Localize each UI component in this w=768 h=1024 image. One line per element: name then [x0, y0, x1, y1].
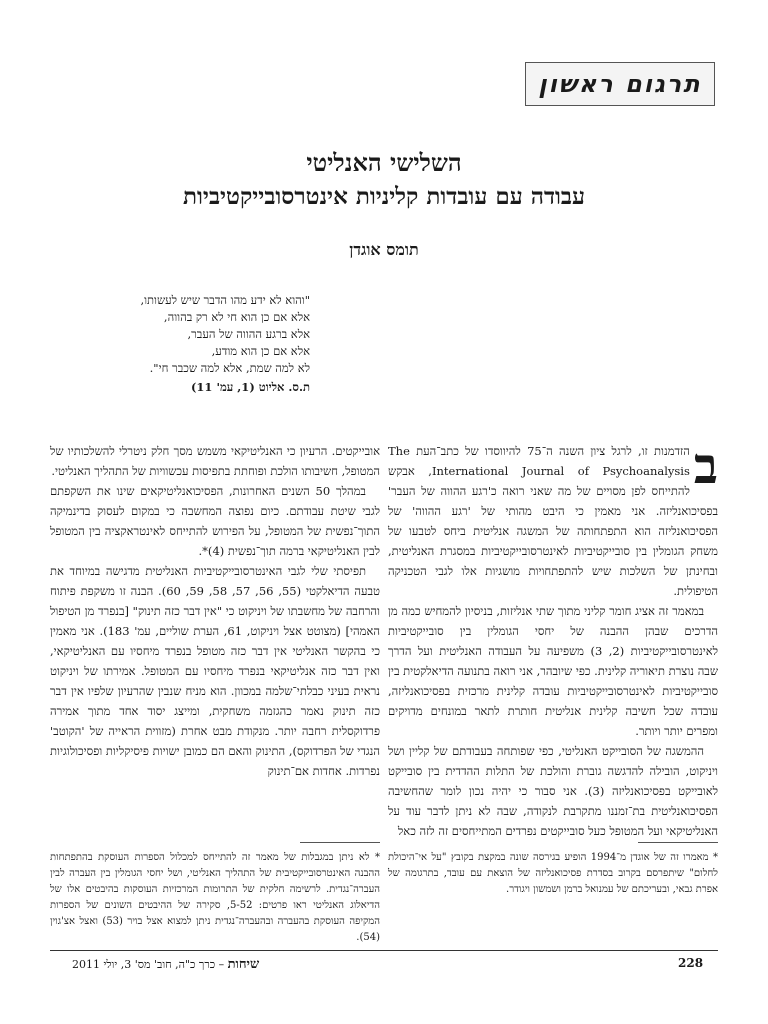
- epigraph-line: לא למה שמת, אלא למה שכבר חי".: [149, 361, 310, 375]
- footnote-left: * לא ניתן במגבלות של מאמר זה להתייחס למכלול הספרות העוסקת בהתפתחות ההבנה האינטרסובייקטיבית של התהליך האנליטי, ושל יחסי הגומלין בין העברה לבין העברה־נגדית. לרשימה חלקית של התרומות המרכזיות העוסקות בהיבטים אלו של הדיאלוג האנליטי ראו פרטים: 5-52, סקירה של ההיבטים השונים של הספרות המקיפה העוסקת בהעברה ובהעברה־נגדית ניתן למצוא אצל בויר (53) ואצל אצ'גוין (54).: [50, 852, 380, 943]
- epigraph-line: אלא אם כן הוא מודע,: [211, 344, 310, 358]
- paragraph: ההמשגה של הסובייקט האנליטי, כפי שפותחה בעבודתם של קליין ושל ויניקוט, הובילה להדגשה גוברת והולכת של התלות ההדדית בין סובייקט לאובייקט בפסיכואנליזה (3). אני סבור כי יהיה נכון לומר שהחשיבה הפסיכואנליטית בת־זמננו מתקרבת לנקודה, שבה לא ניתן לדבר עוד על האנליטיקאי ועל המטופל כעל סובייקטים נפרדים המתייחסים זה לזה כאל: [388, 744, 719, 838]
- epigraph-line: אלא ברגע ההווה של העבר,: [187, 327, 310, 341]
- epigraph: [60, 292, 310, 377]
- article-subtitle: עבודה עם עובדות קליניות אינטרסובייקטיביות: [183, 183, 585, 210]
- body-column-right: [388, 436, 719, 841]
- epigraph-attribution: ת.ס. אליוט (1, עמ' 11): [190, 380, 310, 394]
- paragraph: במאמר זה אציג חומר קליני מתוך שתי אנליזות, בניסיון להמחיש כמה מן הדרכים שבהן ההבנה של יחסי הגומלין בין סובייקטיביות לאינטרסובייקטיביות (2, 3) משפיעה על העבודה האנליטית ועל הדרך שבה נוצרת תיאוריה קלינית. כפי שיובהר, אני רואה בתנועה הדיאלקטית בין סובייקטיביות לאינטרסובייקטיביות עובדה קלינית מרכזית בפסיכואנליזה, עובדה שכל חשיבה קלינית אנליטית חותרת לתאר במונחים מדויקים ומפרים יותר ויותר.: [388, 604, 718, 738]
- author-name: תומס אוגדן: [349, 240, 419, 259]
- article-title: השלישי האנליטי: [306, 148, 462, 177]
- paragraph: במהלך 50 השנים האחרונות, הפסיכואנליטיקאים שינו את השקפתם לגבי שיטת עבודתם. כיום נפוצה המחשבה כי במקום לעסוק בדינמיקה התוך־נפשית של המטופל, על הפירוש להתייחס לאינטראקציה בין המטופל לבין האנליטיקאי ברמה תוך־נפשית (4)*.: [50, 484, 380, 558]
- footnote-rule-right: [638, 842, 718, 843]
- epigraph-line: "והוא לא ידע מהו הדבר שיש לעשותו,: [140, 293, 310, 307]
- footer-rule: [50, 950, 718, 951]
- journal-issue: – כרך כ"ה, חוב' מס' 3, יולי 2011: [72, 958, 225, 971]
- drop-cap: ב: [693, 436, 718, 495]
- body-column-left: [50, 441, 380, 781]
- paragraph: [388, 436, 718, 601]
- page-number: 228: [678, 956, 704, 970]
- paragraph: תפיסתי שלי לגבי האינטרסובייקטיביות האנליטית מדגישה במיוחד את טבעה הדיאלקטי (55, 56, 57, 58, 59, 60). הבנה זו משקפת פיתוח והרחבה של מחשבתו של ויניקוט כי "אין דבר כזה תינוק" [בנפרד מן הטיפול האמהי] (מצוטט אצל ויניקוט, 61, הערת שוליים, עמ' 183). אני מאמין כי בהקשר האנליטי אין דבר כזה מטופל בנפרד מיחסיו עם האנליטיקאי, ואין דבר כזה אנליטיקאי בנפרד מיחסיו עם המטופל. אמירתו של ויניקוט נראית בעיני כבלתי־שלמה במכוון. הוא מניח שנבין שהרעיון שלפיו אין דבר כזה תינוק נאמר כהגזמה משחקית, ומייצג יסוד אחד מתוך אמירה פרדוקסלית רחבה יותר. מנקודת מבט אחרת (מזווית הראייה של 'הקוטב' הנגדי של הפרדוקס), התינוק והאם הם כמובן ישויות פיסיקליות ופסיכולוגיות נפרדות. אחדות אם־תינוק: [50, 564, 381, 778]
- footnote-rule-left: [300, 842, 380, 843]
- section-banner-label: תרגום ראשון: [538, 70, 702, 98]
- epigraph-line: אלא אם כן הוא חי לא רק בהווה,: [163, 310, 310, 324]
- footnote-right: * מאמרו זה של אוגדן מ־1994 הופיע בגירסה שונה במקצת בקובץ "על אי־היכולת לחלום" שיתפרסם בקרוב בסדרת פסיכואנליזה של הוצאת עם עובד, בתרגומה של אפרת גבאי, ובעריכתם של עמנואל ברמן ושמשון ויגודר.: [388, 852, 718, 895]
- journal-name: שיחות: [227, 957, 260, 972]
- paragraph-text: הזדמנות זו, לרגל ציון השנה ה־75 להיווסדו של כתב־העת The International Journal of Psychoanalysis, אבקש להתייחס לפן מסויים של מה שאני רואה כ'רגע ההווה של העבר' בפסיכואנליזה. אני מאמין כי היבט מהותי של 'רגע ההווה' של הפסיכואנליזה הוא התפתחותה של המשגה אנליטית ביחס לטבעו של משחק הגומלין בין סובייקטיביות לאינטרסובייקטיביות במסגרת האנליטית, ובחינתן של השלכות שיש להתפתחויות מושגיות אלו לגבי הטכניקה הטיפולית.: [388, 444, 718, 598]
- paragraph: אובייקטים. הרעיון כי האנליטיקאי משמש מסך חלק ניטרלי להשלכותיו של המטופל, חשיבותו הולכת ופוחתת בתפיסות עכשוויות של התהליך האנליטי.: [50, 444, 380, 478]
- journal-citation: [72, 956, 259, 972]
- section-banner: [525, 62, 715, 106]
